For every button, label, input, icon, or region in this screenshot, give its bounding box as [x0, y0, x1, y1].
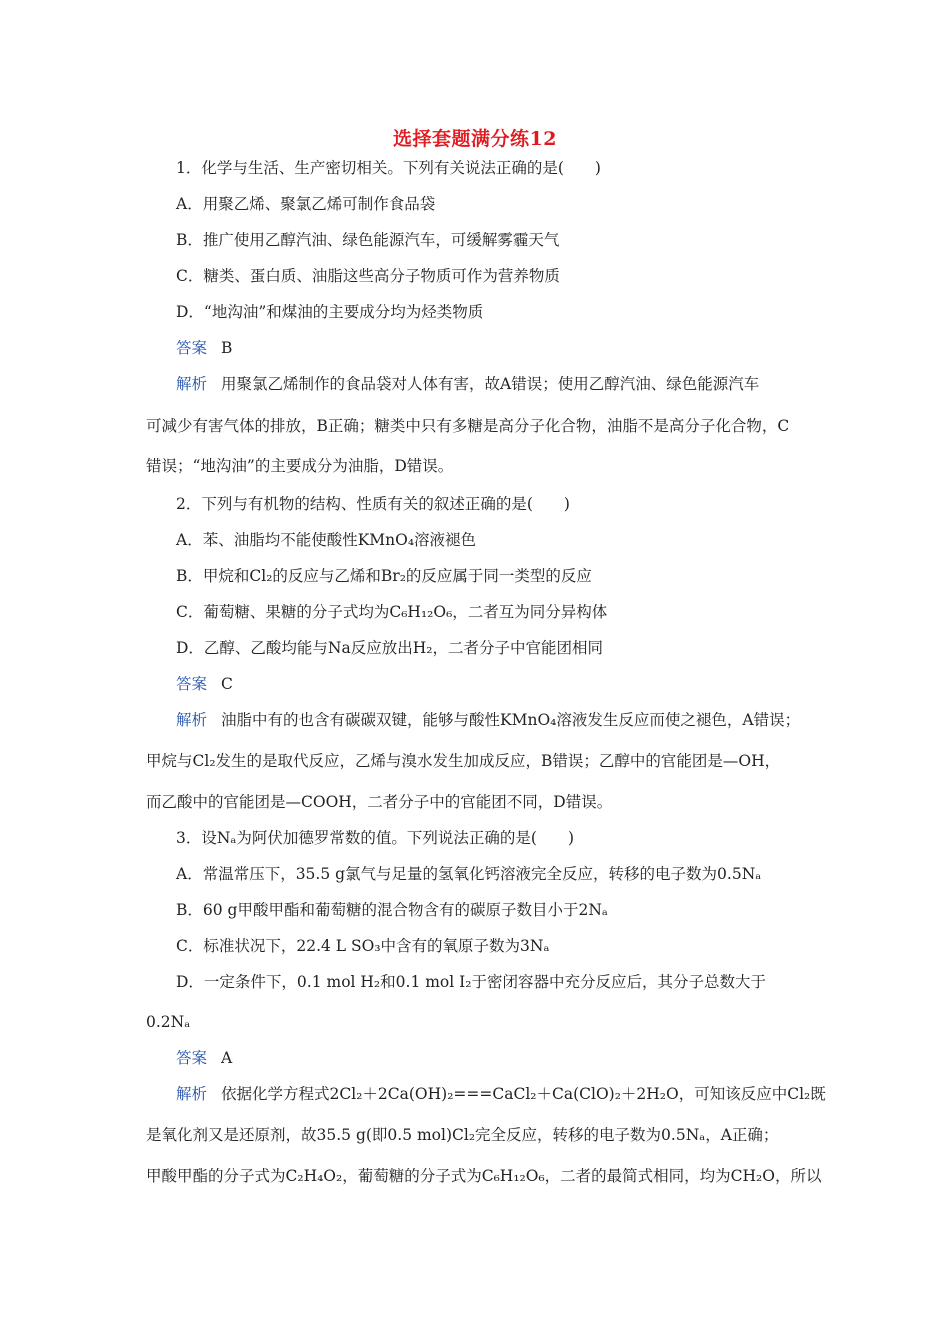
question-1-option-d: D．“地沟油”和煤油的主要成分均为烃类物质	[176, 303, 484, 321]
question-2-stem: 2．下列与有机物的结构、性质有关的叙述正确的是( )	[176, 495, 570, 513]
question-3-answer	[176, 1048, 810, 1068]
question-2-analysis-line-1	[176, 710, 810, 730]
analysis-text: 用聚氯乙烯制作的食品袋对人体有害，故A错误；使用乙醇汽油、绿色能源汽车	[221, 375, 760, 393]
question-3-option-d: D．一定条件下，0.1 mol H₂和0.1 mol I₂于密闭容器中充分反应后，其分子总数大于	[176, 973, 766, 991]
analysis-label: 解析	[176, 375, 208, 393]
question-1-analysis-line-1	[176, 374, 810, 394]
question-1-option-b: B．推广使用乙醇汽油、绿色能源汽车，可缓解雾霾天气	[176, 231, 560, 249]
answer-label: 答案	[176, 1049, 208, 1067]
analysis-label: 解析	[176, 711, 208, 729]
question-1-analysis-line-3: 错误；“地沟油”的主要成分为油脂，D错误。	[146, 457, 454, 475]
question-3-option-a: A．常温常压下，35.5 g氯气与足量的氢氧化钙溶液完全反应，转移的电子数为0.5Nₐ	[176, 865, 762, 883]
question-3-stem: 3．设Nₐ为阿伏加德罗常数的值。下列说法正确的是( )	[176, 829, 574, 847]
question-2-analysis-line-3: 而乙酸中的官能团是—COOH，二者分子中的官能团不同，D错误。	[146, 793, 613, 811]
analysis-text: 依据化学方程式2Cl₂＋2Ca(OH)₂===CaCl₂＋Ca(ClO)₂＋2H₂O，可知该反应中Cl₂既	[221, 1085, 826, 1103]
question-1-analysis-line-2: 可减少有害气体的排放，B正确；糖类中只有多糖是高分子化合物，油脂不是高分子化合物，C	[146, 417, 790, 435]
question-1-answer	[176, 338, 810, 358]
question-2-option-d: D．乙醇、乙酸均能与Na反应放出H₂，二者分子中官能团相同	[176, 639, 603, 657]
question-3-analysis-line-2: 是氧化剂又是还原剂，故35.5 g(即0.5 mol)Cl₂完全反应，转移的电子数为0.5Nₐ，A正确；	[146, 1126, 779, 1144]
answer-label: 答案	[176, 675, 208, 693]
question-2-analysis-line-2: 甲烷与Cl₂发生的是取代反应，乙烯与溴水发生加成反应，B错误；乙醇中的官能团是—OH，	[146, 752, 781, 770]
answer-label: 答案	[176, 339, 208, 357]
question-2-option-a: A．苯、油脂均不能使酸性KMnO₄溶液褪色	[176, 531, 477, 549]
question-2-option-b: B．甲烷和Cl₂的反应与乙烯和Br₂的反应属于同一类型的反应	[176, 567, 592, 585]
analysis-text: 油脂中有的也含有碳碳双键，能够与酸性KMnO₄溶液发生反应而使之褪色，A错误；	[221, 711, 801, 729]
answer-value: B	[221, 339, 233, 357]
answer-value: C	[221, 675, 233, 693]
question-3-analysis-line-3: 甲酸甲酯的分子式为C₂H₄O₂，葡萄糖的分子式为C₆H₁₂O₆，二者的最简式相同，均为CH₂O，所以	[146, 1167, 822, 1185]
question-3-analysis-line-1	[176, 1084, 826, 1104]
answer-value: A	[221, 1049, 233, 1067]
question-2-answer	[176, 674, 810, 694]
question-1-option-a: A．用聚乙烯、聚氯乙烯可制作食品袋	[176, 195, 436, 213]
question-1-option-c: C．糖类、蛋白质、油脂这些高分子物质可作为营养物质	[176, 267, 560, 285]
page-title: 选择套题满分练12	[393, 128, 557, 150]
analysis-label: 解析	[176, 1085, 208, 1103]
question-3-option-b: B．60 g甲酸甲酯和葡萄糖的混合物含有的碳原子数目小于2Nₐ	[176, 901, 608, 919]
question-3-option-d-continued: 0.2Nₐ	[146, 1013, 191, 1031]
question-3-option-c: C．标准状况下，22.4 L SO₃中含有的氧原子数为3Nₐ	[176, 937, 550, 955]
question-1-stem: 1．化学与生活、生产密切相关。下列有关说法正确的是( )	[176, 159, 601, 177]
question-2-option-c: C．葡萄糖、果糖的分子式均为C₆H₁₂O₆，二者互为同分异构体	[176, 603, 608, 621]
